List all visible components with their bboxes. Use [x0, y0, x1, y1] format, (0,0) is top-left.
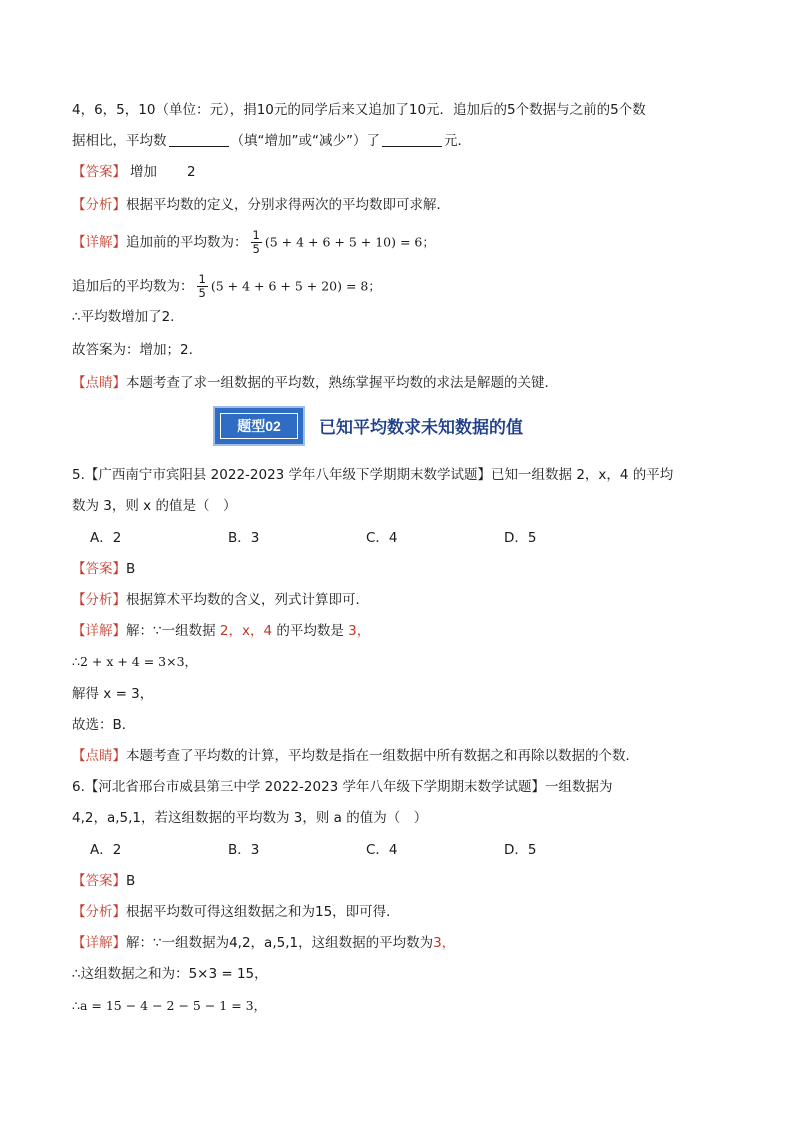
q6-option-d: D．5 [504, 842, 537, 858]
q5-option-c: C．4 [366, 530, 398, 546]
answer-label: 【答案】 [72, 164, 126, 180]
q6-analysis: 【分析】根据平均数可得这组数据之和为15，即可得． [72, 904, 400, 920]
q4-text-line-1: 4，6，5，10（单位：元），捐10元的同学后来又追加了10元．追加后的5个数据与之前的5个数 [72, 102, 646, 118]
detail-label: 【详解】 [72, 234, 126, 251]
q4-final: 故答案为：增加；2． [72, 342, 203, 358]
q6-answer: 【答案】B [72, 873, 136, 889]
answer-blank-1 [169, 132, 229, 147]
q5-comment: 【点睛】本题考查了平均数的计算，平均数是指在一组数据中所有数据之和再除以数据的个数． [72, 748, 639, 764]
q5-answer: 【答案】B [72, 561, 136, 577]
q6-option-b: B．3 [228, 842, 260, 858]
q6-option-a: A．2 [90, 842, 122, 858]
q5-step-1: ∴2 + x + 4 = 3×3， [72, 654, 198, 669]
q4-analysis: 【分析】根据平均数的定义，分别求得两次的平均数即可求解． [72, 197, 450, 213]
q5-option-d: D．5 [504, 530, 537, 546]
q5-final: 故选：B． [72, 717, 136, 733]
q6-step-2: ∴a = 15 − 4 − 2 − 5 − 1 = 3， [72, 998, 267, 1013]
q6-options [90, 840, 642, 860]
q4-comment: 【点睛】本题考查了求一组数据的平均数，熟练掌握平均数的求法是解题的关键． [72, 375, 558, 391]
fraction-one-fifth-2: $\frac{1}{5}$ [198, 272, 206, 300]
analysis-label: 【分析】 [72, 197, 126, 213]
q4-text-line-2: 据相比，平均数 （填“增加”或“减少”）了 元． [72, 133, 471, 149]
q6-text-line-1: 6.【河北省邢台市威县第三中学 2022-2023 学年八年级下学期期末数学试题】一组数据为 [72, 779, 613, 795]
q5-option-a: A．2 [90, 530, 122, 546]
q6-option-c: C．4 [366, 842, 398, 858]
q6-text-line-2: 4,2，a,5,1，若这组数据的平均数为 3，则 a 的值为（ ） [72, 810, 428, 826]
q5-text-line-1: 5.【广西南宁市宾阳县 2022-2023 学年八年级下学期期末数学试题】已知一组数据 2，x，4 的平均 [72, 467, 674, 483]
q5-text-line-2: 数为 3，则 x 的值是（ ） [72, 498, 237, 514]
q5-detail: 【详解】解：∵一组数据 2，x，4 的平均数是 3， [72, 623, 371, 639]
q5-options [90, 528, 642, 548]
fraction-one-fifth: $\frac{1}{5}$ [252, 228, 260, 256]
section-title: 已知平均数求未知数据的值 [319, 418, 523, 438]
q4-therefore: ∴平均数增加了2． [72, 309, 184, 325]
q5-option-b: B．3 [228, 530, 260, 546]
comment-label: 【点睛】 [72, 375, 126, 391]
q5-step-2: 解得 x = 3， [72, 686, 154, 702]
q6-step-1: ∴这组数据之和为：5×3 = 15， [72, 966, 268, 982]
answer-blank-2 [382, 132, 442, 147]
section-badge: 题型02 [213, 406, 305, 446]
q5-analysis: 【分析】根据算术平均数的含义，列式计算即可． [72, 592, 369, 608]
q4-detail: 【详解】追加前的平均数为： $\frac{1}{5}$ (5 + 4 + 6 + 5 + 10) = 6； [72, 228, 435, 256]
q4-answer: 【答案】 增加 2 [72, 164, 196, 180]
section-banner [213, 406, 583, 446]
q6-detail: 【详解】解：∵一组数据为4,2，a,5,1，这组数据的平均数为3， [72, 935, 456, 951]
q4-after-average: 追加后的平均数为： $\frac{1}{5}$ (5 + 4 + 6 + 5 + 20) = 8； [72, 272, 381, 300]
